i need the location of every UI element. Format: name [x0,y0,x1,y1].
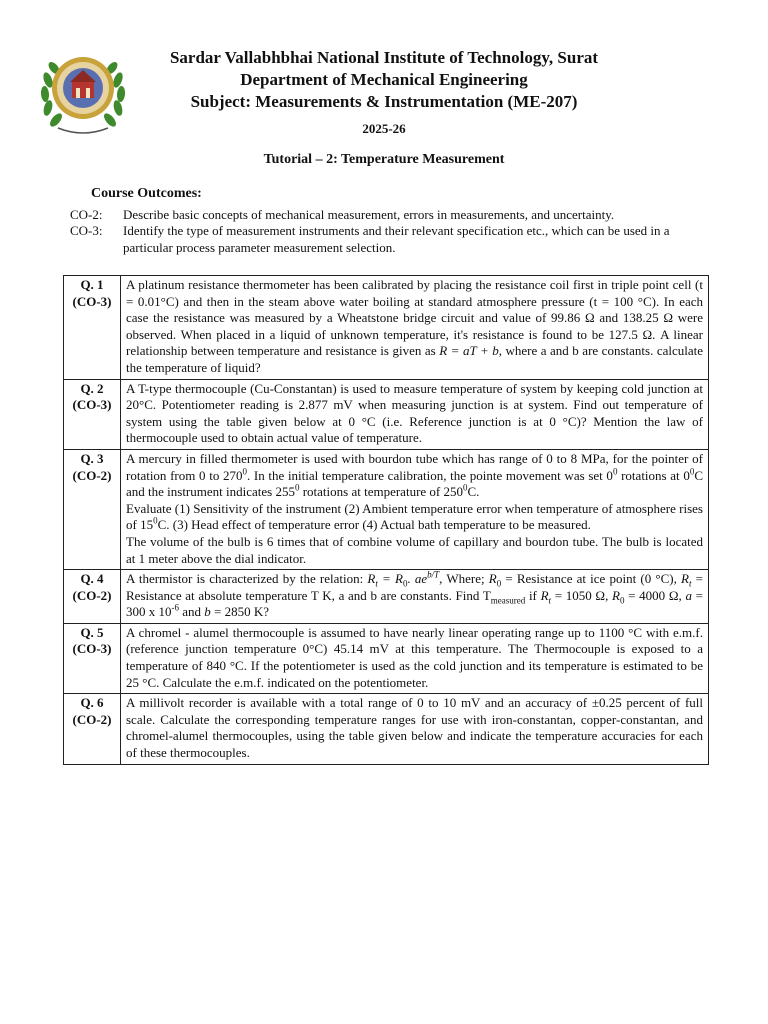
q4-text: = 300 x 10 [126,587,703,620]
q4-text: = Resistance at absolute temperature T K, a and b are constants. Find T [126,571,703,603]
question-row-4 [64,570,709,624]
co-code: CO-3: [70,223,103,238]
co-code: CO-2: [70,207,103,222]
q3-text: rotations at 0 [617,467,690,483]
question-number-cell [64,623,121,693]
q4-text: A thermistor is characterized by the relation: [126,571,368,587]
question-co: (CO-2) [72,587,112,603]
degree-sup: 0 [153,515,158,526]
course-outcomes-heading: Course Outcomes: [91,186,202,201]
tutorial-title: Tutorial – 2: Temperature Measurement [263,152,505,167]
question-text [121,276,709,380]
question-number: Q. 6 [80,695,104,711]
degree-sup: 0 [242,466,247,477]
question-row-5 [64,623,709,693]
q1-equation: R = aT + b [439,343,499,359]
institute-name: Sardar Vallabhbhai National Institute of Technology, Surat [169,48,599,67]
q3-text: rotations at temperature of 250 [299,484,463,500]
institute-logo [36,44,130,138]
question-number: Q. 4 [80,571,104,587]
q4-eq: R [681,571,689,587]
question-row-1 [64,276,709,380]
q4-text: = Resistance at ice point (0 °C), [501,571,681,587]
question-number-cell [64,379,121,449]
q4-text: if [525,587,541,603]
q4-text: = 2850 K? [210,604,270,620]
q3-text: C. [467,484,480,500]
q3-paragraph-3: The volume of the bulb is 6 times that of combine volume of capillary and bourdon tube. The bulb is located at 1 meter above the dial indicator. [126,533,703,566]
q4-eq-sub: 0 [402,578,408,589]
question-number: Q. 5 [80,624,104,640]
question-co: (CO-3) [72,397,112,413]
question-number-cell [64,570,121,624]
q3-text: A mercury in filled thermometer is used with bourdon tube which has range of 0 to 8 MPa, for the pointer of rotation from 0 to 270 [126,450,703,483]
questions-table [63,275,709,765]
degree-sup: 0 [294,482,300,493]
q4-eq: R [612,587,620,603]
q4-eq-sub: 0 [619,595,625,606]
q4-eq: . ae [407,571,428,587]
q1-text-b: , where a and b are constants. calculate the temperature of liquid? [126,343,704,375]
co-description: Describe basic concepts of mechanical measurement, errors in measurements, and uncertainty. [123,207,615,222]
q3-paragraph-2 [126,501,703,534]
q4-eq-sub: t [688,578,692,589]
co-description: Identify the type of measurement instruments and their relevant specification etc., which can be used in a particular process parameter measurement selection. [123,223,670,255]
q3-text: C and the instrument indicates 255 [126,467,703,500]
question-number: Q. 1 [80,277,104,292]
q1-text-a: A platinum resistance thermometer has been calibrated by placing the resistance coil first in triple point cell (t = 0.01°C) and then in the steam above water boiling at standard atmosphere pressure (t = 100 °C). In each case the resistance was measured by a Wheatstone bridge circuit and value of 99.86 Ω and 138.25 Ω were observed. When placed in a liquid of unknown temperature, it's resistance is found to be 127.5 Ω. A linear relationship between temperature and resistance is given as [126,277,703,359]
q3-text: C. (3) Head effect of temperature error (4) Actual bath temperature to be measured. [157,517,591,533]
department-name: Department of Mechanical Engineering [240,70,528,89]
question-text [121,449,709,569]
course-outcome-co3 [70,222,698,256]
question-row-3 [64,449,709,569]
q4-eq-sub: t [375,578,378,589]
question-number-cell [64,449,121,569]
q4-eq-sub: t [548,595,552,606]
academic-year: 2025-26 [362,121,406,136]
question-number: Q. 2 [80,380,104,396]
q4-eq: a [685,587,692,603]
question-row-6 [64,694,709,764]
question-number: Q. 3 [80,450,104,466]
q4-eq: = R [377,571,403,587]
q3-text: . In the initial temperature calibration, the pointe movement was set 0 [246,467,613,483]
question-row-2 [64,379,709,449]
document-header [140,47,628,138]
q4-text: = 1050 Ω, [551,587,613,603]
q4-exponent: -6 [171,602,179,613]
question-text: A T-type thermocouple (Cu-Constantan) is used to measure temperature of system by keeping cold junction at 20°C. Potentiometer reading is 2.877 mV when measuring junction is at system. Find out temperature of system using the table given below at 0 °C (i.e. Reference junction is at 0 °C)? Mention the law of thermocouple used to obtain actual value of temperature. [121,379,709,449]
question-text: A chromel - alumel thermocouple is assumed to have nearly linear operating range up to 1100 °C with e.m.f. (reference junction temperature 0°C) 45.14 mV at this temperature. The Thermocouple is exposed to a temperature of 840 °C. If the potentiometer is used as the cold junction and its temperature is estimated to be 25 °C. Calculate the e.m.f. indicated on the potentiometer. [121,623,709,693]
q4-eq-sup: b/T [427,569,440,580]
q4-eq: b [204,604,211,620]
subject-title: Subject: Measurements & Instrumentation (ME-207) [190,92,578,111]
question-number-cell [64,276,121,380]
question-text [121,570,709,624]
question-number-cell [64,694,121,764]
q4-text: , Where; [439,571,489,587]
q4-eq-sub: 0 [496,578,502,589]
q4-eq: R [367,571,376,587]
q4-text: and [179,604,205,620]
degree-sup: 0 [689,466,695,477]
course-outcome-co2 [70,206,698,223]
q4-eq: R [540,587,549,603]
question-co: (CO-3) [72,293,112,309]
q4-text: = 4000 Ω, [624,587,686,603]
question-text: A millivolt recorder is available with a total range of 0 to 10 mV and an accuracy of ±0.25 percent of full scale. Calculate the corresponding temperature ranges for use with iron-constantan, copper-constantan, and chromel-alumel thermocouples, using the table given below and indicate the temperature accuracies for each of these thermocouples. [121,694,709,764]
q3-text: Evaluate (1) Sensitivity of the instrument (2) Ambient temperature error when temperature of atmosphere rises of 15 [126,500,703,533]
question-co: (CO-2) [72,711,112,727]
question-co: (CO-2) [72,467,112,483]
degree-sup: 0 [463,482,468,493]
q4-eq: R [488,571,497,587]
q4-measured-sub: measured [490,595,526,606]
q3-paragraph-1 [126,451,703,501]
question-co: (CO-3) [72,641,112,657]
degree-sup: 0 [612,466,618,477]
